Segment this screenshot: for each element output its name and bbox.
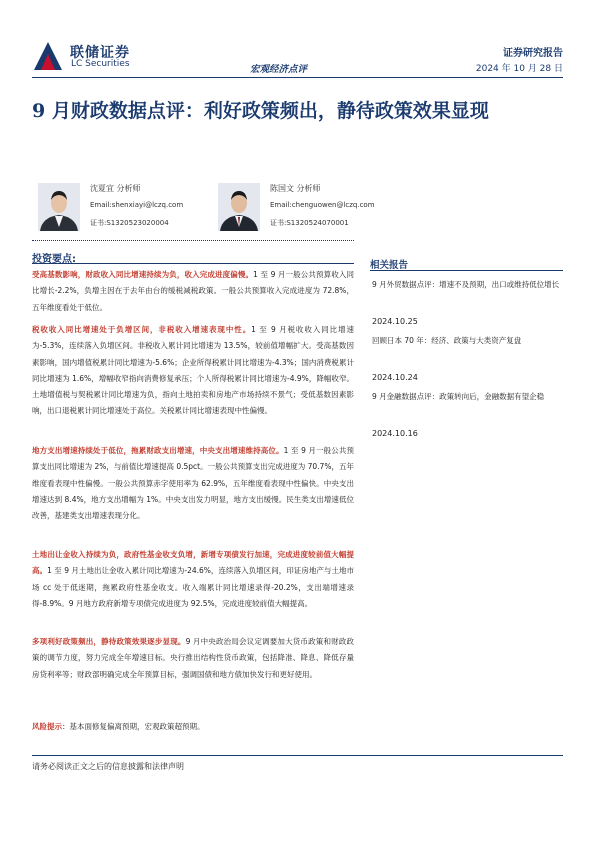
analyst-card <box>38 183 218 231</box>
footer-disclaimer: 请务必阅读正文之后的信息披露和法律声明 <box>32 762 184 771</box>
related-reports-title: 相关报告 <box>370 260 409 271</box>
key-point-paragraph <box>32 634 354 683</box>
key-point-highlight: 地方支出增速持续处于低位，拖累财政支出增速，中央支出增速维持高位。 <box>32 446 284 455</box>
analyst-name: 陈国文 分析师 <box>270 184 321 193</box>
related-report-date: 2024.10.24 <box>372 373 418 382</box>
key-point-text: 1 至 9 月税收收入同比增速为-5.3%，连续落入负增区间。非税收入累计同比增速为 13.5%，较前值增幅扩大。受高基数因素影响，国内增值税累计同比增速为-5.6%；企业所得税累计同比增速为-4.3%；国内消费税累计同比增速为 1.6%，增幅收窄指向消费修复承压；个人所得税累计同比增速为-4.9%，降幅收窄。土地增值税与契税累计同比增速为负，指向土地拍卖和房地产市场持续不景气；受低基数因素影响，出口退税累计同比增速处于高位。关税累计同比增速表现中性偏慢。 <box>32 325 354 416</box>
analyst-avatar <box>218 183 260 231</box>
footer-divider <box>32 755 563 756</box>
analyst-name: 沈夏宜 分析师 <box>90 184 141 193</box>
report-category: 宏观经济点评 <box>250 64 308 75</box>
related-report-link[interactable]: 9 月外贸数据点评：增速不及预期，出口或维持低位增长 <box>372 280 560 289</box>
related-reports-divider <box>370 270 563 271</box>
risk-warning <box>32 719 354 735</box>
report-date: 2024 年 10 月 28 日 <box>475 64 563 74</box>
key-point-highlight: 受高基数影响，财政收入同比增速持续为负，收入完成进度偏慢。 <box>32 270 254 279</box>
key-point-text: 9 月中央政治局会议定调要加大货币政策和财政政策的调节力度，努力完成全年增速目标。央行推出结构性货币政策，包括降准、降息、降低存量房贷利率等；财政部明确完成全年预算目标，强调国债和地方债加快发行和更好使用。 <box>32 637 355 679</box>
logo-english-name: LC Securities <box>71 59 130 69</box>
risk-warning-text: 基本面修复偏离预期，宏观政策超预期。 <box>69 722 205 731</box>
report-type: 证券研究报告 <box>503 48 563 59</box>
risk-warning-label: 风险提示： <box>32 722 70 731</box>
logo-mark-icon <box>32 40 64 72</box>
related-report-link[interactable]: 9 月金融数据点评：政策转向后，金融数据有望企稳 <box>372 392 545 401</box>
related-report-link[interactable]: 回顾日本 70 年：经济、政策与大类资产复盘 <box>372 336 522 345</box>
related-report-date: 2024.10.25 <box>372 317 418 326</box>
header-divider <box>32 77 563 78</box>
analyst-divider <box>32 240 354 241</box>
analyst-email[interactable]: Email:chenguowen@lczq.com <box>270 201 375 209</box>
page-header <box>0 0 595 80</box>
key-point-highlight: 土地出让金收入持续为负，政府性基金收支负增，新增专项债发行加速，完成进度较前值大幅提高。 <box>32 550 354 576</box>
analyst-avatar <box>38 183 80 231</box>
key-point-paragraph <box>32 547 354 612</box>
related-report-date: 2024.10.16 <box>372 429 418 438</box>
analyst-certificate: 证书:S1320523020004 <box>90 219 169 227</box>
key-point-paragraph <box>32 267 354 316</box>
section-title: 投资要点: <box>32 254 76 265</box>
logo-chinese-name: 联储证券 <box>70 45 130 61</box>
analyst-card <box>218 183 398 231</box>
key-point-paragraph <box>32 443 354 524</box>
report-title: 9 月财政数据点评：利好政策频出，静待政策效果显现 <box>32 100 489 122</box>
key-point-highlight: 税收收入同比增速处于负增区间，非税收入增速表现中性。 <box>32 325 252 334</box>
analyst-certificate: 证书:S1320524070001 <box>270 219 349 227</box>
section-divider <box>32 263 354 264</box>
key-point-text: 1 至 9 月一般公共预算支出同比增速为 2%，与前值比增速提高 0.5pct。一般公共预算支出完成进度为 70.7%，五年维度看表现中性偏慢。一般公共预算赤字使用率为 62.9%，五年维度看表现中性偏快。中央支出增速达到 8.4%，地方支出增幅为 1%。中央支出发力明显，地方支出缓慢。民生类支出增速低位改善，基建类支出增速表现分化。 <box>32 446 355 521</box>
key-point-text: 1 至 9 月土地出让金收入累计同比增速为-24.6%，连续落入负增区间，印证房地产与土地市场 cc 处于低迷期，拖累政府性基金收支。收入端累计同比增速录得-20.2%，支出端增速录得-8.9%。9 月地方政府新增专项债完成进度为 92.5%，完成进度较前值大幅提高。 <box>32 566 355 608</box>
analyst-email[interactable]: Email:shenxiayi@lczq.com <box>90 201 184 209</box>
key-point-paragraph <box>32 322 354 420</box>
key-point-highlight: 多项利好政策频出，静待政策效果逐步显现。 <box>32 637 186 646</box>
company-logo <box>32 38 182 74</box>
key-point-text: 1 至 9 月一般公共预算收入同比增长-2.2%，负增主因在于去年由台的缓税减税政策。一般公共预算收入完成进度为 72.8%，五年维度看处于低位。 <box>32 270 354 312</box>
